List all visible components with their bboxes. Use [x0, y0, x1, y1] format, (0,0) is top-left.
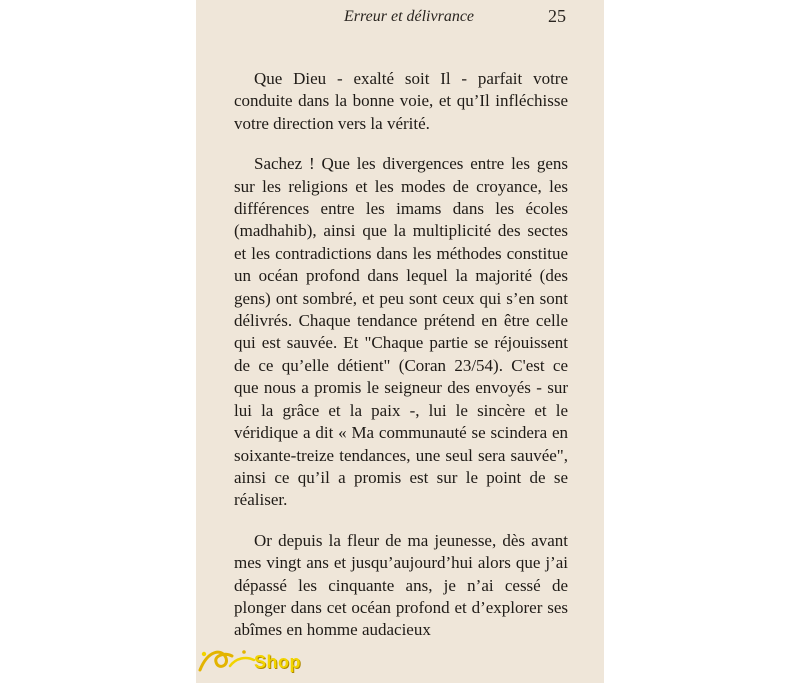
paragraph: Que Dieu - exalté soit Il - parfait votre conduite dans la bonne voie, et qu’Il infléchisse votre direction vers la vérité. [234, 69, 568, 133]
running-title: Erreur et délivrance [344, 8, 475, 25]
book-page [196, 0, 604, 683]
page-body [234, 68, 568, 660]
paragraph: Sachez ! Que les divergences entre les gens sur les religions et les modes de croyance, les différences entre les imams dans les écoles (madhahib), ainsi que la multiplicité des sectes et les contradictions dans les méthodes constitue un océan profond dans lequel la majorité (des gens) ont sombré, et peu sont ceux qui s’en sont délivrés. Chaque tendance prétend en être celle qui est sauvée. Et "Chaque partie se réjouissent de ce qu’elle détient" (Coran 23/54). C'est ce que nous a promis le seigneur des envoyés - sur lui la grâce et la paix -, lui le sincère et le véridique a dit « Ma communauté se scindera en soixante-treize tendances, une seul sera sauvée", ainsi ce qu’il a promis est sur le point de se réaliser. [234, 154, 568, 510]
paragraph: Or depuis la fleur de ma jeunesse, dès avant mes vingt ans et jusqu’aujourd’hui alors que j’ai dépassé les cinquante ans, je n’ai cessé de plonger dans cet océan profond et d’explorer ses abîmes en homme audacieux [234, 530, 568, 640]
shop-logo [196, 640, 326, 683]
swirl-icon [196, 644, 258, 678]
page-number: 25 [548, 6, 566, 26]
logo-text: Shop [254, 652, 301, 672]
running-header [196, 6, 604, 30]
